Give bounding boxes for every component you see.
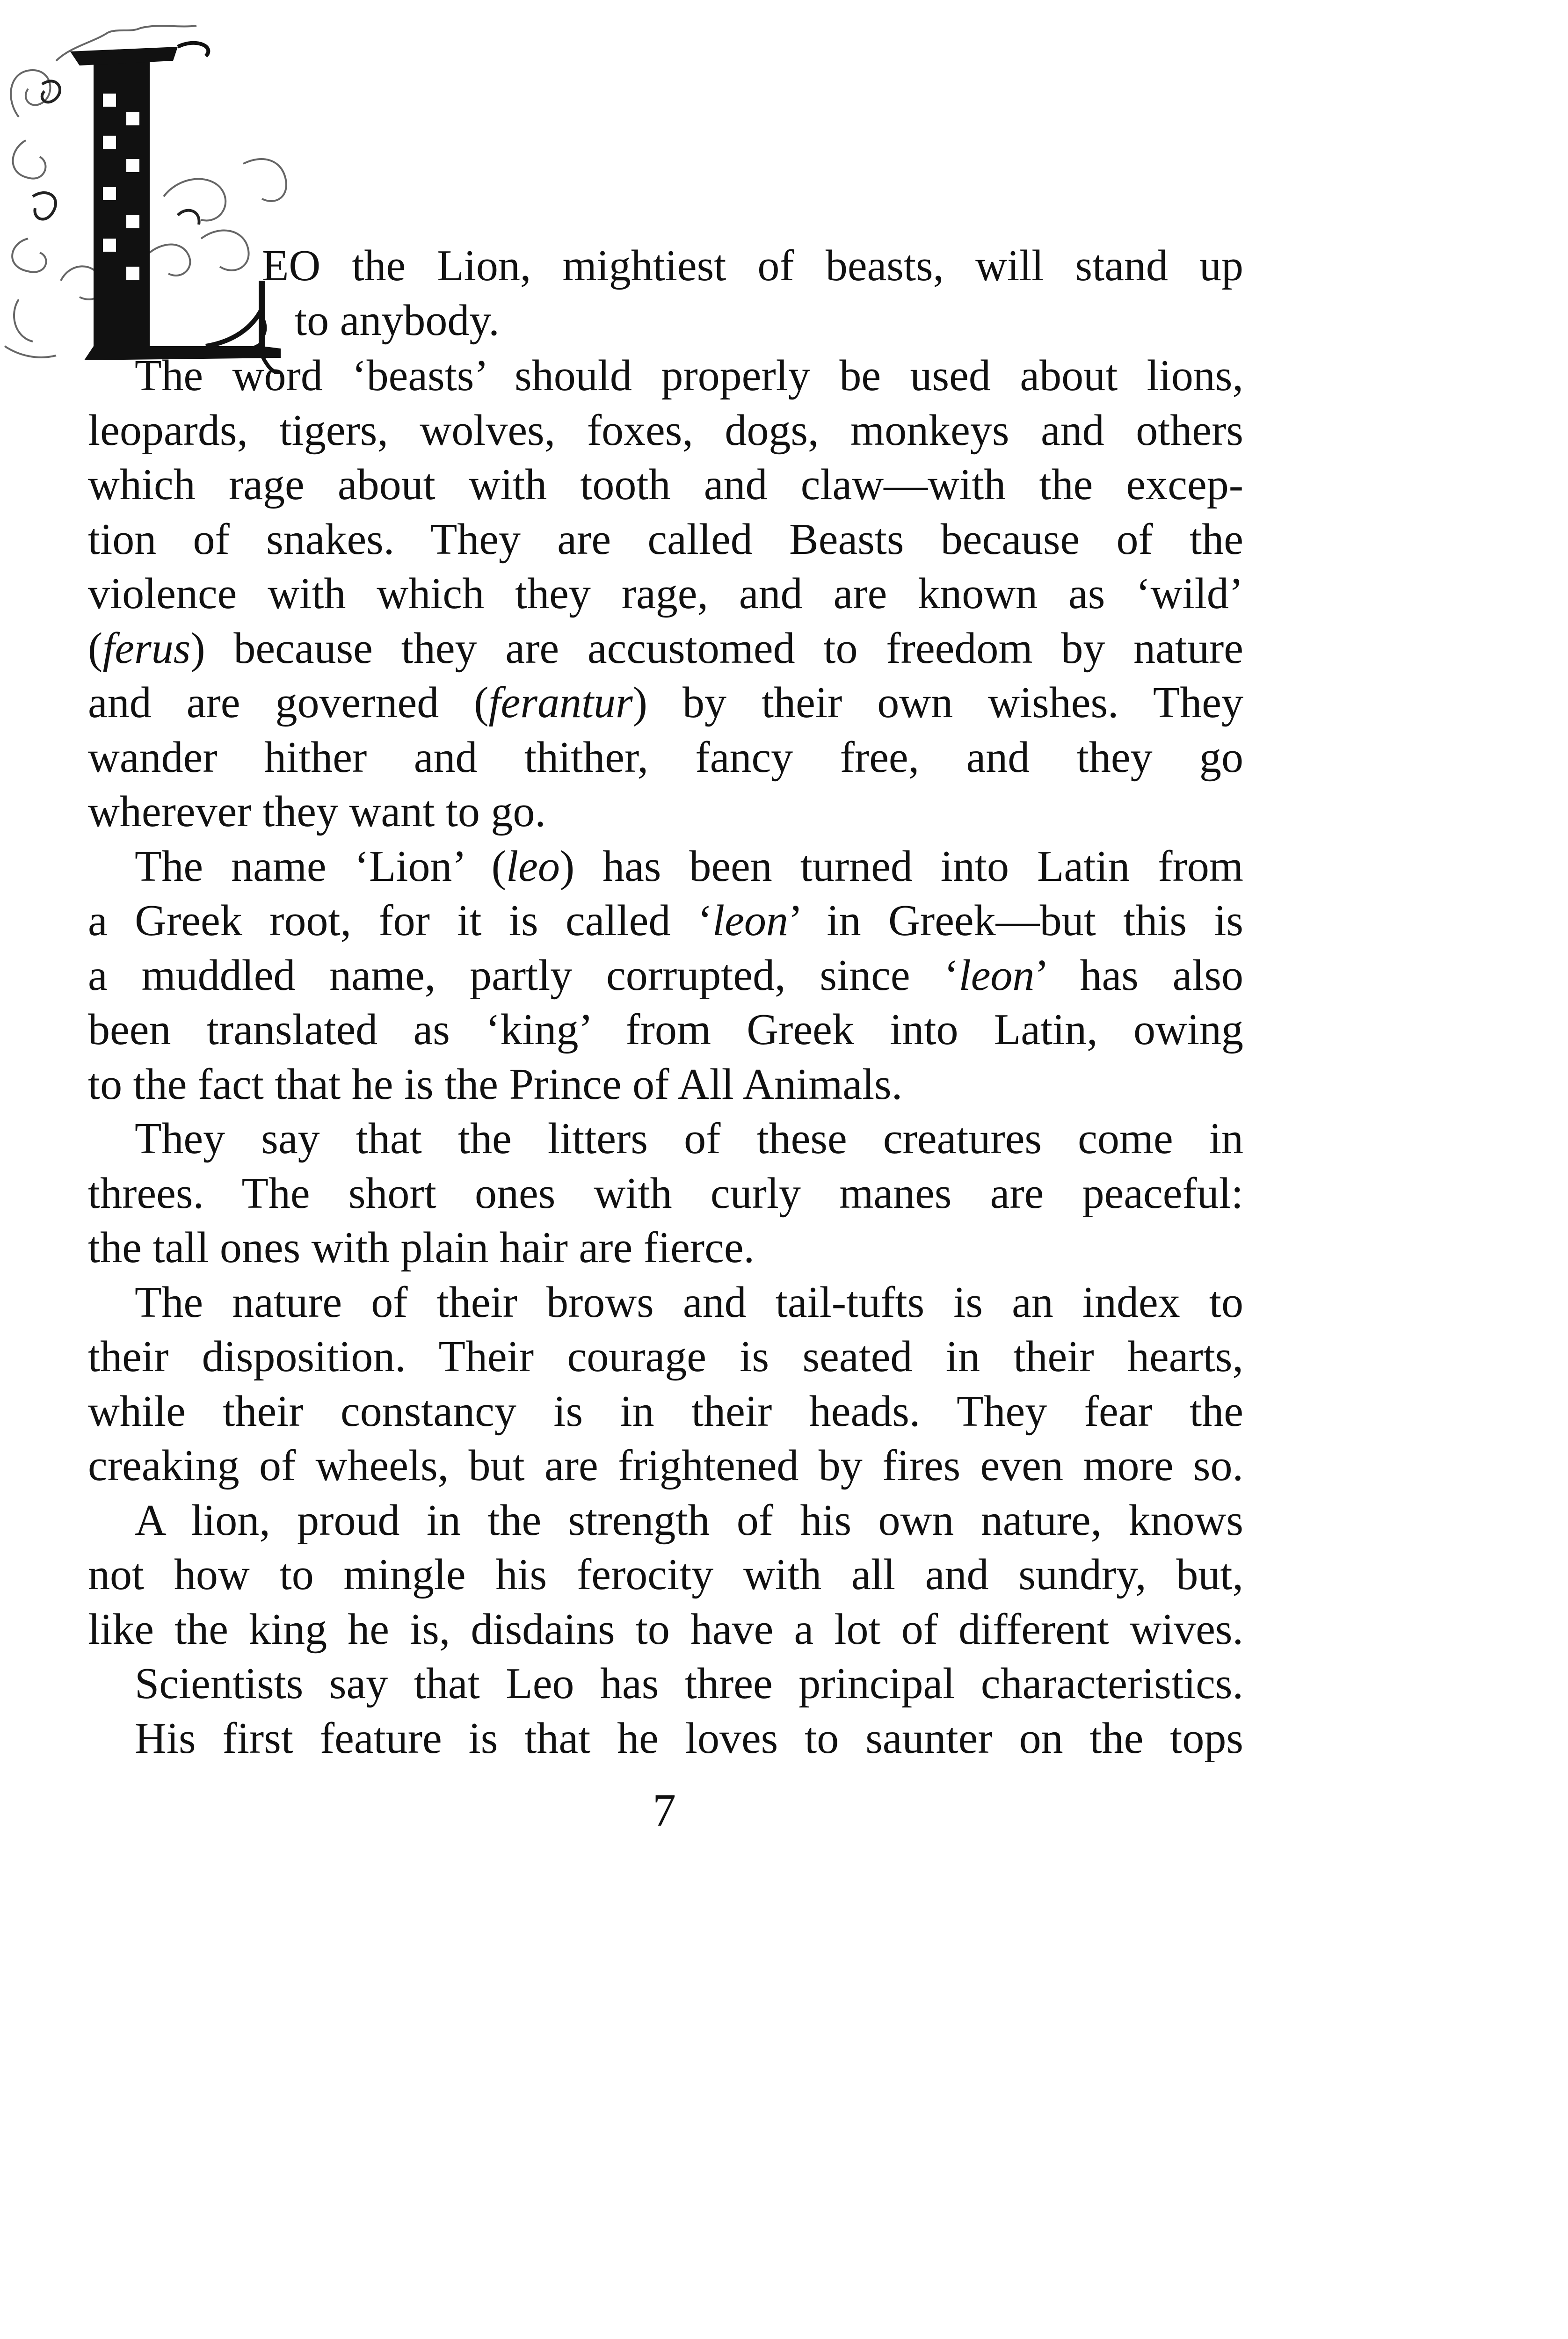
text-line: A lion, proud in the strength of his own nature, knows (135, 1496, 1243, 1545)
text-line: violence with which they rage, and are known as ‘wild’ (88, 569, 1243, 618)
text-line: Scientists say that Leo has three principal characteristics. (135, 1659, 1243, 1708)
text-line: been translated as ‘king’ from Greek into Latin, owing (88, 1005, 1243, 1054)
page-number: 7 (653, 1784, 676, 1836)
text-line: leopards, tigers, wolves, foxes, dogs, monkeys and others (88, 406, 1243, 455)
text-line: while their constancy is in their heads. They fear the (88, 1387, 1243, 1436)
text-line: wander hither and thither, fancy free, and they go (88, 733, 1243, 782)
text-line: (ferus) because they are accustomed to freedom by nature (88, 624, 1243, 673)
text-line: The word ‘beasts’ should properly be used about lions, (135, 351, 1243, 400)
text-line: and are governed (ferantur) by their own wishes. They (88, 678, 1243, 727)
text-line: The nature of their brows and tail-tufts is an index to (135, 1278, 1243, 1327)
text-line: not how to mingle his ferocity with all and sundry, but, (88, 1550, 1243, 1599)
text-line: the tall ones with plain hair are fierce. (88, 1223, 755, 1272)
text-line: wherever they want to go. (88, 787, 546, 836)
opening-line-2: to anybody. (295, 296, 500, 345)
text-line: tion of snakes. They are called Beasts because of the (88, 515, 1243, 564)
text-line: their disposition. Their courage is seated in their hearts, (88, 1332, 1243, 1381)
text-line: creaking of wheels, but are frightened by fires even more so. (88, 1441, 1243, 1490)
decorated-initial-letter-l (0, 19, 304, 374)
text-line: The name ‘Lion’ (leo) has been turned into Latin from (135, 842, 1243, 891)
text-line: to the fact that he is the Prince of All Animals. (88, 1060, 903, 1109)
body-text (88, 349, 1243, 1765)
text-line: threes. The short ones with curly manes are peaceful: (88, 1169, 1243, 1218)
text-line: like the king he is, disdains to have a lot of different wives. (88, 1605, 1243, 1654)
text-line: a Greek root, for it is called ‘leon’ in Greek—but this is (88, 896, 1243, 945)
text-line: They say that the litters of these creatures come in (135, 1114, 1243, 1163)
opening-line-1: EO the Lion, mightiest of beasts, will stand up (262, 241, 1243, 290)
text-line: a muddled name, partly corrupted, since ‘leon’ has also (88, 951, 1243, 1000)
text-line: which rage about with tooth and claw—with the excep- (88, 460, 1243, 509)
text-line: His first feature is that he loves to saunter on the tops (135, 1714, 1243, 1763)
